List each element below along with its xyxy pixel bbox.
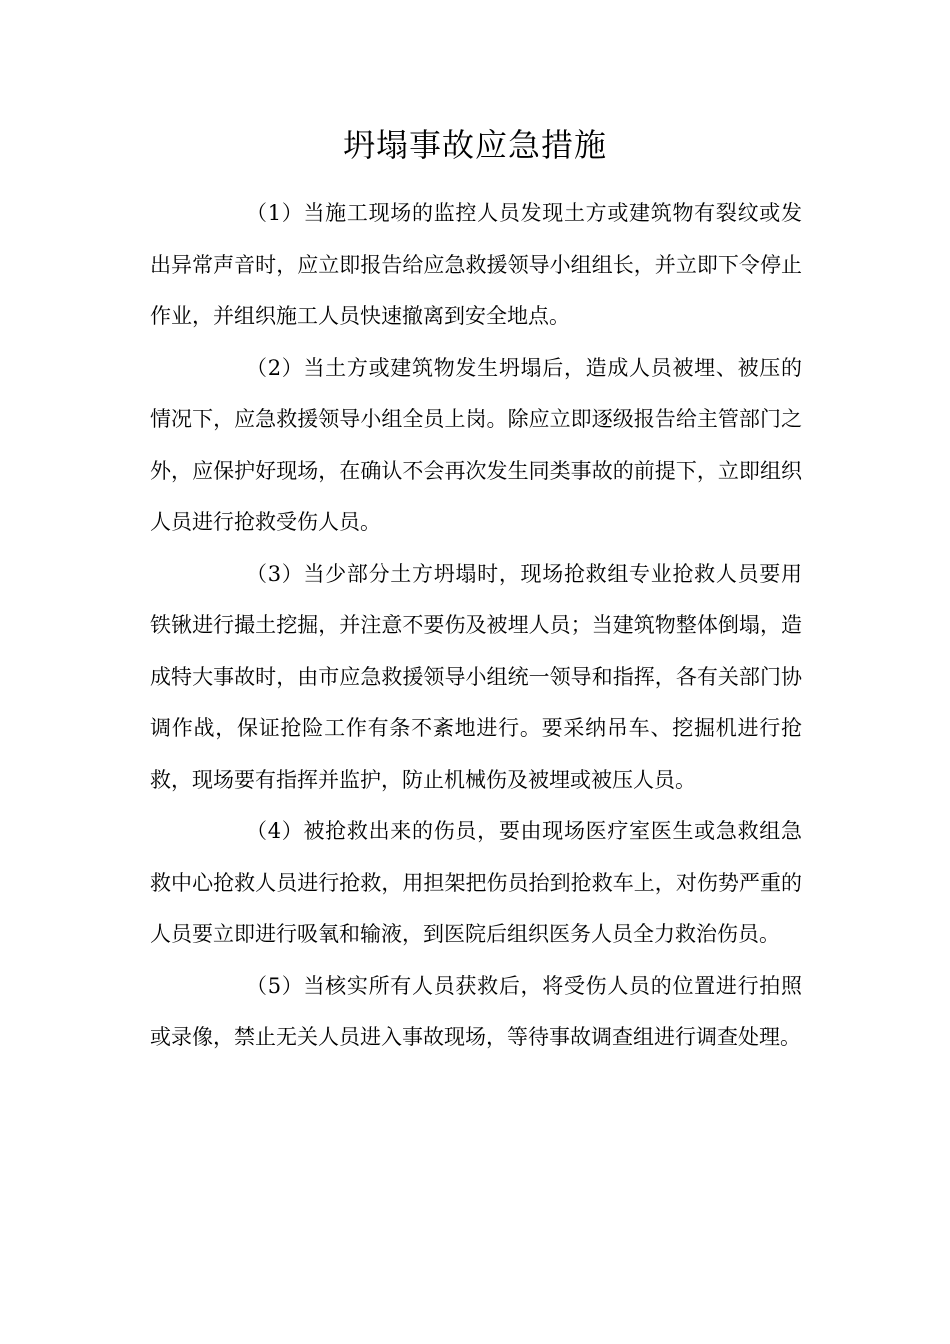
- paragraph-2: （2）当土方或建筑物发生坍塌后，造成人员被埋、被压的情况下，应急救援领导小组全员上岗。除应立即逐级报告给主管部门之外，应保护好现场，在确认不会再次发生同类事故的前提下，立即组织人员进行抢救受伤人员。: [150, 355, 802, 534]
- document-title: 坍塌事故应急措施: [342, 126, 607, 164]
- paragraph-1: （1）当施工现场的监控人员发现土方或建筑物有裂纹或发出异常声音时，应立即报告给应急救援领导小组组长，并立即下令停止作业，并组织施工人员快速撤离到安全地点。: [150, 201, 802, 328]
- paragraph-5: （5）当核实所有人员获救后，将受伤人员的位置进行拍照或录像，禁止无关人员进入事故现场，等待事故调查组进行调查处理。: [150, 973, 802, 1049]
- paragraph-4: （4）被抢救出来的伤员，要由现场医疗室医生或急救组急救中心抢救人员进行抢救，用担架把伤员抬到抢救车上，对伤势严重的人员要立即进行吸氧和输液，到医院后组织医务人员全力救治伤员。: [150, 819, 802, 946]
- document-body: [150, 188, 802, 1064]
- paragraph-3: （3）当少部分土方坍塌时，现场抢救组专业抢救人员要用铁锹进行撮土挖掘，并注意不要伤及被埋人员；当建筑物整体倒塌，造成特大事故时，由市应急救援领导小组统一领导和指挥，各有关部门协调作战，保证抢险工作有条不紊地进行。要采纳吊车、挖掘机进行抢救，现场要有指挥并监护，防止机械伤及被埋或被压人员。: [150, 561, 802, 792]
